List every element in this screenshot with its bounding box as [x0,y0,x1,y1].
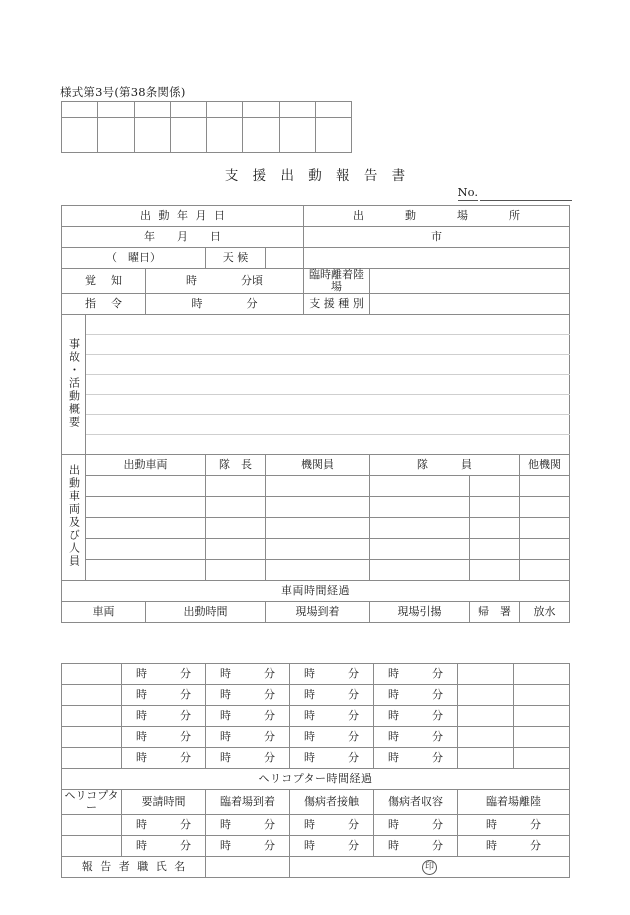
helicopter-name-cell[interactable] [62,836,122,857]
vehicle-time-return-cell[interactable]: 時 分 [374,664,458,685]
top-grid-cell[interactable] [279,102,315,118]
table-row [62,539,570,560]
summary-line[interactable] [86,395,570,415]
top-grid-cell[interactable] [134,102,170,118]
personnel-crew-cell[interactable] [470,476,520,497]
heliport-input[interactable] [370,269,570,294]
column-header-request-time: 要請時間 [122,790,206,815]
reporter-label: 報 告 者 職 氏 名 [62,857,206,878]
top-grid-cell[interactable] [98,102,134,118]
personnel-engineer-cell[interactable] [266,539,370,560]
helicopter-takeoff-cell[interactable]: 時 分 [458,815,570,836]
top-grid-cell[interactable] [315,102,351,118]
support-type-input[interactable] [370,294,570,315]
vehicle-time-arrival-cell[interactable]: 時 分 [206,706,290,727]
top-grid-cell[interactable] [315,118,351,153]
personnel-captain-cell[interactable] [206,560,266,581]
column-header-return-station: 帰 署 [470,602,520,623]
table-row [62,294,570,315]
table-row [62,581,570,602]
helicopter-request-cell[interactable]: 時 分 [122,836,206,857]
vehicle-time-departure-cell[interactable]: 時 分 [290,685,374,706]
summary-line[interactable] [86,355,570,375]
personnel-vehicle-cell[interactable] [86,539,206,560]
top-grid-cell[interactable] [62,102,98,118]
column-header-heliport-takeoff: 臨着場離陸 [458,790,570,815]
column-header-scene-departure: 現場引揚 [370,602,470,623]
helicopter-section-title: ヘリコプター時間経過 [62,769,570,790]
table-row [62,815,570,836]
personnel-engineer-cell[interactable] [266,560,370,581]
helicopter-takeoff-cell[interactable]: 時 分 [458,836,570,857]
table-row [62,857,570,878]
personnel-vertical-label: 出動車両及び人員 [62,455,86,581]
table-row [62,790,570,815]
helicopter-arrival-cell[interactable]: 時 分 [206,815,290,836]
seal-icon: 印 [422,860,437,875]
reporter-title-input[interactable] [206,857,290,878]
vehicle-time-water-cell[interactable] [458,706,514,727]
column-header-vehicle: 出動車両 [86,455,206,476]
column-header-heliport-arrival: 臨着場到着 [206,790,290,815]
helicopter-contact-cell[interactable]: 時 分 [290,836,374,857]
vehicle-time-water-cell[interactable] [458,727,514,748]
weather-label: 天 候 [206,248,266,269]
personnel-vehicle-cell[interactable] [86,560,206,581]
summary-vertical-label: 事故・活動概要 [62,315,86,455]
vehicle-time-arrival-cell[interactable]: 時 分 [206,664,290,685]
table-row [62,102,352,118]
personnel-captain-cell[interactable] [206,497,266,518]
top-grid-cell[interactable] [243,118,279,153]
vehicle-time-dispatch-cell[interactable]: 時 分 [122,706,206,727]
vehicle-time-water-cell[interactable] [458,664,514,685]
dispatch-date-header: 出 動 年 月 日 [62,206,304,227]
vehicle-time-arrival-cell[interactable]: 時 分 [206,748,290,769]
vehicle-time-remarks-cell[interactable] [514,706,570,727]
table-row [62,706,570,727]
table-row [62,685,570,706]
personnel-vehicle-cell[interactable] [86,476,206,497]
vehicle-time-table [61,663,570,878]
vehicle-time-departure-cell[interactable]: 時 分 [290,748,374,769]
top-grid-cell[interactable] [207,118,243,153]
top-grid-cell[interactable] [134,118,170,153]
table-row [62,355,570,375]
table-row [62,248,570,269]
order-label: 指 令 [62,294,146,315]
table-row [62,315,570,335]
summary-line[interactable] [86,315,570,335]
summary-line[interactable] [86,415,570,435]
vehicle-time-section-title: 車両時間経過 [62,581,570,602]
vehicle-time-departure-cell[interactable]: 時 分 [290,727,374,748]
top-grid-cell[interactable] [279,118,315,153]
table-row [62,118,352,153]
helicopter-loading-cell[interactable]: 時 分 [374,815,458,836]
table-row [62,497,570,518]
vehicle-time-remarks-cell[interactable] [514,727,570,748]
table-row [62,415,570,435]
heliport-label: 臨時離着陸場 [304,269,370,294]
table-row [62,748,570,769]
personnel-crew-cell[interactable] [470,560,520,581]
table-row [62,476,570,497]
vehicle-time-return-cell[interactable]: 時 分 [374,727,458,748]
column-header-engineer: 機関員 [266,455,370,476]
personnel-vehicle-cell[interactable] [86,497,206,518]
document-number-input[interactable] [480,188,572,201]
helicopter-contact-cell[interactable]: 時 分 [290,815,374,836]
dispatch-place-header: 出 動 場 所 [304,206,570,227]
table-row [62,375,570,395]
personnel-captain-cell[interactable] [206,476,266,497]
personnel-engineer-cell[interactable] [266,497,370,518]
personnel-crew-cell[interactable] [370,518,470,539]
table-row [62,518,570,539]
form-number: 様式第3号(第38条関係) [60,85,186,99]
table-row [62,206,570,227]
personnel-other-agency-cell[interactable] [520,476,570,497]
personnel-engineer-cell[interactable] [266,476,370,497]
table-row [62,435,570,455]
vehicle-time-vehicle-cell[interactable] [62,727,122,748]
column-header-patient-loading: 傷病者収容 [374,790,458,815]
vehicle-time-water-cell[interactable] [458,685,514,706]
table-row [62,455,570,476]
vehicle-time-departure-cell[interactable]: 時 分 [290,664,374,685]
vehicle-time-departure-cell[interactable]: 時 分 [290,706,374,727]
city-input[interactable]: 市 [304,227,570,248]
helicopter-name-cell[interactable] [62,815,122,836]
vehicle-time-vehicle-cell[interactable] [62,685,122,706]
order-time-input[interactable]: 時 分 [146,294,304,315]
vehicle-time-return-cell[interactable]: 時 分 [374,706,458,727]
column-header-dispatch-time: 出動時間 [146,602,266,623]
vehicle-time-return-cell[interactable]: 時 分 [374,685,458,706]
helicopter-loading-cell[interactable]: 時 分 [374,836,458,857]
personnel-captain-cell[interactable] [206,539,266,560]
column-header-captain: 隊 長 [206,455,266,476]
top-grid-cell[interactable] [98,118,134,153]
personnel-crew-cell[interactable] [370,497,470,518]
top-code-grid [61,101,352,153]
personnel-crew-cell[interactable] [370,539,470,560]
table-row [62,269,570,294]
column-header-patient-contact: 傷病者接触 [290,790,374,815]
vehicle-time-remarks-cell[interactable] [514,748,570,769]
top-grid-cell[interactable] [62,118,98,153]
personnel-crew-cell[interactable] [470,497,520,518]
top-grid-cell[interactable] [243,102,279,118]
top-grid-cell[interactable] [170,102,206,118]
personnel-crew-cell[interactable] [370,476,470,497]
vehicle-time-vehicle-cell[interactable] [62,748,122,769]
vehicle-time-vehicle-cell[interactable] [62,664,122,685]
vehicle-time-dispatch-cell[interactable]: 時 分 [122,727,206,748]
top-grid-cell[interactable] [170,118,206,153]
awareness-label: 覚 知 [62,269,146,294]
column-header-vehicle: 車両 [62,602,146,623]
column-header-helicopter: ヘリコプター [62,790,122,815]
table-row [62,727,570,748]
personnel-vehicle-cell[interactable] [86,518,206,539]
page-title: 支 援 出 動 報 告 書 [224,168,411,184]
summary-line[interactable] [86,375,570,395]
table-row [62,227,570,248]
vehicle-time-water-cell[interactable] [458,748,514,769]
vehicle-time-dispatch-cell[interactable]: 時 分 [122,664,206,685]
column-header-scene-arrival: 現場到着 [266,602,370,623]
personnel-crew-cell[interactable] [470,539,520,560]
summary-line[interactable] [86,335,570,355]
table-row [62,602,570,623]
table-row [62,664,570,685]
summary-line[interactable] [86,435,570,455]
column-header-water-discharge: 放水 [533,605,556,619]
personnel-other-agency-cell[interactable] [520,560,570,581]
support-type-label: 支 援 種 別 [304,294,370,315]
weekday-field[interactable]: （ 曜日） [62,248,206,269]
personnel-other-agency-cell[interactable] [520,497,570,518]
document-number-label: No. [457,185,478,199]
personnel-other-agency-cell[interactable] [520,518,570,539]
weather-input[interactable] [266,248,304,269]
personnel-captain-cell[interactable] [206,518,266,539]
column-header-crew: 隊 員 [370,455,520,476]
personnel-other-agency-cell[interactable] [520,539,570,560]
personnel-crew-cell[interactable] [370,560,470,581]
table-row [62,836,570,857]
reporter-name-input[interactable] [290,857,570,878]
vehicle-time-dispatch-cell[interactable]: 時 分 [122,748,206,769]
vehicle-time-remarks-cell[interactable] [514,685,570,706]
helicopter-request-cell[interactable]: 時 分 [122,815,206,836]
vehicle-time-dispatch-cell[interactable]: 時 分 [122,685,206,706]
awareness-time-input[interactable]: 時 分頃 [146,269,304,294]
table-row [62,769,570,790]
dispatch-place-detail-input[interactable] [304,248,570,269]
personnel-engineer-cell[interactable] [266,518,370,539]
vehicle-time-vehicle-cell[interactable] [62,706,122,727]
vehicle-time-return-cell[interactable]: 時 分 [374,748,458,769]
document-number-field [458,185,572,201]
vehicle-time-arrival-cell[interactable]: 時 分 [206,685,290,706]
vehicle-time-arrival-cell[interactable]: 時 分 [206,727,290,748]
table-row [62,335,570,355]
helicopter-arrival-cell[interactable]: 時 分 [206,836,290,857]
vehicle-time-remarks-cell[interactable] [514,664,570,685]
main-form-table [61,205,570,623]
top-grid-cell[interactable] [207,102,243,118]
column-header-other-agency: 他機関 [520,455,570,476]
date-input-row[interactable]: 年 月 日 [62,227,304,248]
table-row [62,395,570,415]
table-row [62,560,570,581]
column-header-water-remarks [520,602,570,623]
personnel-crew-cell[interactable] [470,518,520,539]
